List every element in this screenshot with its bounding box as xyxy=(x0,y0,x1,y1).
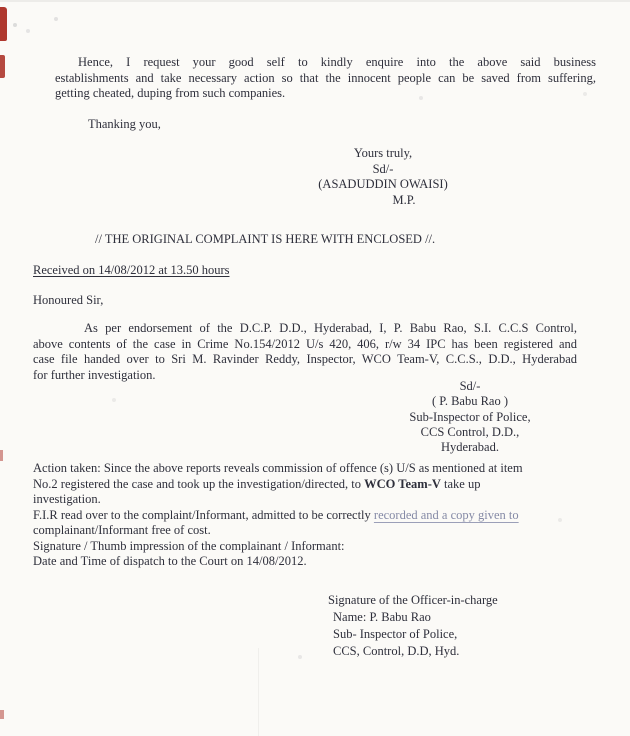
red-edge-mark xyxy=(0,7,7,41)
signoff-sd-line: Sd/- xyxy=(372,161,394,176)
paragraph-line: establishments and take necessary action so that the innocent people can be saved from suffering, xyxy=(55,70,596,85)
officer-heading-line: Signature of the Officer-in-charge xyxy=(328,593,498,607)
paragraph-line: for further investigation. xyxy=(33,367,156,382)
paragraph-line: As per endorsement of the D.C.P. D.D., Hyderabad, I, P. Babu Rao, S.I. C.C.S Control, xyxy=(84,321,577,335)
si-signoff-block xyxy=(395,379,545,455)
signoff-name-line: ( P. Babu Rao ) xyxy=(431,394,509,409)
officer-in-charge-block xyxy=(328,592,498,660)
signoff-title-line: M.P. xyxy=(392,192,416,207)
signoff-name-line: (ASADUDDIN OWAISI) xyxy=(318,177,448,191)
action-line: complainant/Informant free of cost. xyxy=(33,523,211,537)
signoff-sd-line: Sd/- xyxy=(459,379,481,393)
action-taken-block xyxy=(33,461,600,570)
request-paragraph xyxy=(55,55,596,102)
thanking-line: Thanking you, xyxy=(88,117,161,131)
action-line: Signature / Thumb impression of the complainant / Informant: xyxy=(33,538,345,553)
officer-name-line: Name: P. Babu Rao xyxy=(333,610,431,624)
officer-rank-line: Sub- Inspector of Police, xyxy=(333,627,458,641)
received-heading: Received on 14/08/2012 at 13.50 hours xyxy=(33,263,230,277)
red-edge-mark xyxy=(0,450,3,461)
enclosure-line: // THE ORIGINAL COMPLAINT IS HERE WITH ENCLOSED //. xyxy=(95,232,436,246)
action-line: Action taken: Since the above reports reveals commission of offence (s) U/S as mentioned at item xyxy=(33,461,523,475)
scan-noise-specks xyxy=(0,0,2,2)
action-line: Date and Time of dispatch to the Court on 14/08/2012. xyxy=(33,554,307,568)
endorsement-paragraph xyxy=(33,321,577,383)
signoff-line: Yours truly, xyxy=(353,146,413,160)
action-line: investigation. xyxy=(33,492,101,506)
action-line-text: No.2 registered the case and took up the investigation/directed, to xyxy=(33,476,365,491)
officer-unit-line: CCS, Control, D.D, Hyd. xyxy=(333,644,460,658)
action-line xyxy=(33,477,600,493)
paragraph-line: getting cheated, duping from such companies. xyxy=(55,86,286,100)
action-line-text: F.I.R read over to the complaint/Informant, admitted to be correctly xyxy=(33,507,374,522)
action-line xyxy=(33,508,600,524)
salutation-line: Honoured Sir, xyxy=(33,293,104,307)
action-line-text: take up xyxy=(440,476,481,491)
red-edge-mark xyxy=(0,55,5,78)
paragraph-line: case file handed over to Sri M. Ravinder Reddy, Inspector, WCO Team-V, C.C.S., D.D., Hyderabad xyxy=(33,352,577,366)
faded-scan-text: recorded and a copy given to xyxy=(373,507,519,522)
signoff-city-line: Hyderabad. xyxy=(441,440,499,455)
scan-edge-shade xyxy=(0,0,630,2)
paragraph-line: Hence, I request your good self to kindly enquire into the above said business xyxy=(78,55,596,69)
signoff-rank-line: Sub-Inspector of Police, xyxy=(409,409,531,424)
red-edge-mark xyxy=(0,710,4,719)
paragraph-line: above contents of the case in Crime No.154/2012 U/s 420, 406, r/w 34 IPC has been registered and xyxy=(33,336,577,351)
mp-signoff-block xyxy=(318,146,448,208)
signoff-unit-line: CCS Control, D.D., xyxy=(420,424,520,439)
paper-fold-line xyxy=(258,648,259,736)
wco-team-bold-text: WCO Team-V xyxy=(364,476,441,491)
